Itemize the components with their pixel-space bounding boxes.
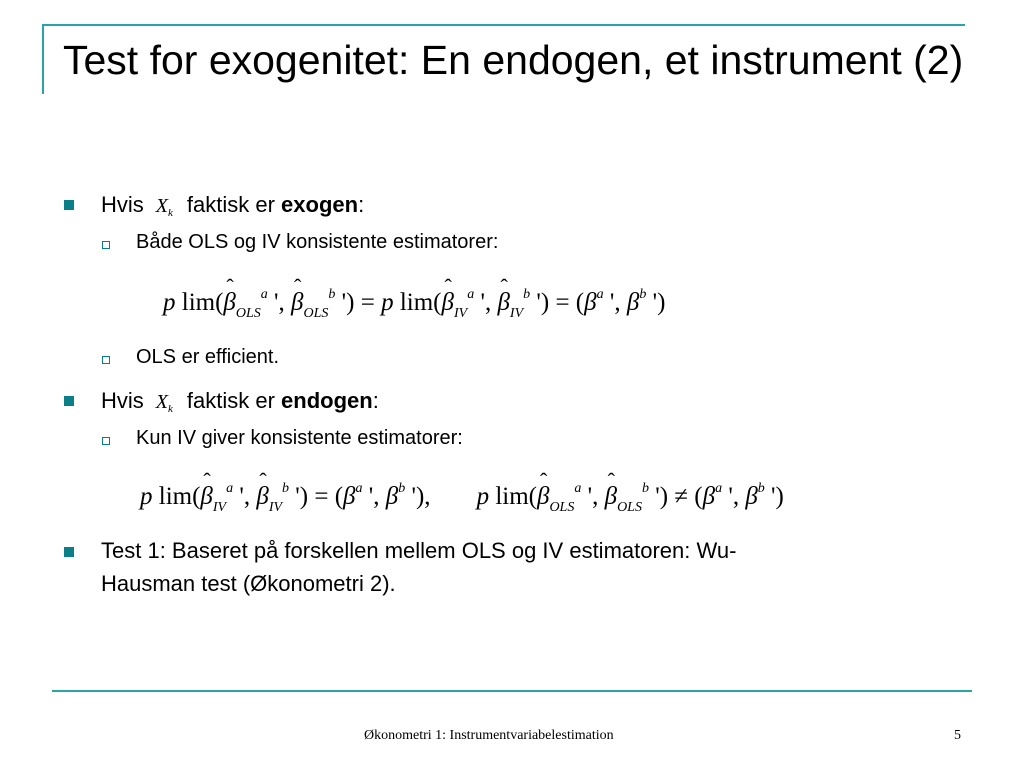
bullet-endogen (101, 388, 379, 415)
sub-bullet-consistent: Både OLS og IV konsistente estimatorer: (136, 231, 499, 253)
slide-title: Test for exogenitet: En endogen, et instrument (2) (63, 37, 964, 83)
equation-endogen: p lim(ˆ $\beta_{IV}^a$ ', ˆ $\beta_{IV}^b$ ') = ($\beta^a$ ', $\beta^b$ '), p lim(ˆ $\beta_{OLS}^a$ ', ˆ $\beta_{OLS}^b$ ') ≠ ($\beta^a$ ', $\beta^b$ ') (140, 481, 784, 516)
bullet-square (64, 200, 74, 210)
text-colon: : (372, 388, 379, 413)
text-endogen: endogen (281, 388, 373, 413)
title-top-rule (42, 24, 965, 26)
text-exogen: exogen (281, 192, 359, 217)
text-hvis: Hvis (101, 192, 144, 217)
title-side-rule (42, 24, 44, 94)
text-hvis: Hvis (101, 388, 144, 413)
sub-bullet-iv-only: Kun IV giver konsistente estimatorer: (136, 427, 463, 449)
var-xk: $X_k$ (155, 195, 173, 219)
bullet-square (64, 396, 74, 406)
bullet-exogen (101, 192, 364, 219)
text-faktisk: faktisk er (186, 192, 275, 217)
text-faktisk: faktisk er (186, 388, 275, 413)
sub-bullet-square (102, 437, 110, 445)
text-colon: : (358, 192, 365, 217)
bullet-test1-line2: Hausman test (Økonometri 2). (101, 571, 396, 596)
footer-rule (52, 690, 972, 692)
sub-bullet-square (102, 356, 110, 364)
var-xk: $X_k$ (155, 391, 173, 415)
footer-course: Økonometri 1: Instrumentvariabelestimation (364, 728, 614, 743)
sub-bullet-square (102, 241, 110, 249)
page-number: 5 (954, 728, 961, 743)
sub-bullet-efficient: OLS er efficient. (136, 346, 280, 368)
bullet-square (64, 547, 74, 557)
bullet-test1-line1: Test 1: Baseret på forskellen mellem OLS og IV estimatoren: Wu- (101, 538, 737, 563)
equation-exogen: p lim(ˆ $\beta_{OLS}^a$ ', ˆ $\beta_{OLS}^b$ ') = p lim(ˆ $\beta_{IV}^a$ ', ˆ $\beta_{IV}^b$ ') = ($\beta^a$ ', $\beta^b$ ') (163, 287, 665, 322)
